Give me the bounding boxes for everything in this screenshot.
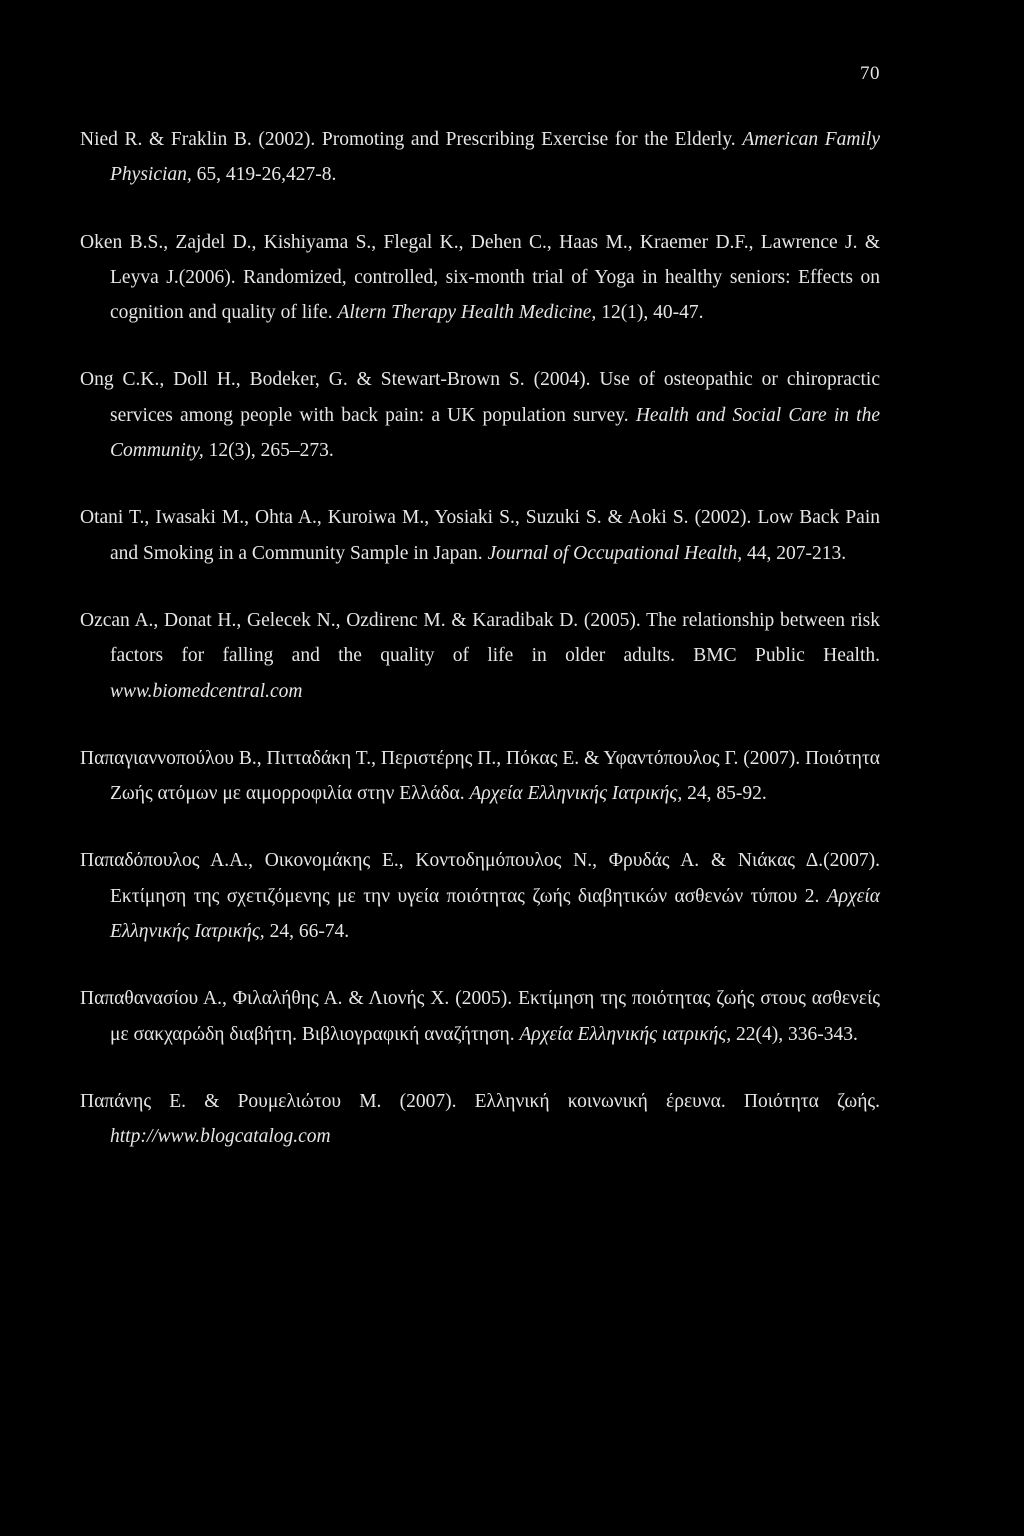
reference-item <box>80 362 880 468</box>
reference-source: Health and Social Care in the Community, <box>110 404 880 462</box>
reference-details: 44, 207-213. <box>742 542 847 564</box>
reference-details: 65, 419-26,427-8. <box>191 164 337 186</box>
reference-source: Journal of Occupational Health, <box>487 542 743 564</box>
reference-details: 12(3), 265–273. <box>203 440 334 462</box>
reference-item <box>80 741 880 812</box>
reference-details: 12(1), 40-47. <box>596 302 704 324</box>
reference-item <box>80 1084 880 1155</box>
reference-link[interactable]: www.biomedcentral.com <box>110 680 303 702</box>
reference-text: Otani T., Iwasaki M., Ohta A., Kuroiwa M., Yosiaki S., Suzuki S. & Aoki S. (2002). Low Back Pain and Smoking in a Community Sample in Japan. <box>80 507 880 564</box>
reference-text: Παπαθανασίου Α., Φιλαλήθης Α. & Λιονής Χ. (2005). Εκτίμηση της ποιότητας ζωής στους ασθενείς με σακχαρώδη διαβήτη. Βιβλιογραφική αναζήτηση. <box>80 988 880 1045</box>
reference-text: Παπαδόπουλος Α.Α., Οικονομάκης Ε., Κοντοδημόπουλος Ν., Φρυδάς Α. & Νιάκας Δ.(2007). Εκτίμηση της σχετιζόμενης με την υγεία ποιότητας ζωής διαβητικών ασθενών τύπου 2. <box>80 850 880 907</box>
reference-source: Αρχεία Ελληνικής Ιατρικής, <box>469 783 683 805</box>
reference-text: Oken B.S., Zajdel D., Kishiyama S., Flegal K., Dehen C., Haas M., Kraemer D.F., Lawrence J. & Leyva J.(2006). Randomized, controlled, six-month trial of Yoga in healthy seniors: Effects on cognition and quality of life. <box>80 231 880 324</box>
reference-details: 24, 66-74. <box>264 921 350 943</box>
reference-list <box>80 122 880 1155</box>
reference-item <box>80 843 880 949</box>
reference-text: Παπαγιαννοπούλου Β., Πιτταδάκη Τ., Περιστέρης Π., Πόκας Ε. & Υφαντόπουλος Γ. (2007). Ποιότητα Ζωής ατόμων με αιμορροφιλία στην Ελλάδα. <box>80 747 880 805</box>
reference-source: Αρχεία Ελληνικής Ιατρικής, <box>110 885 881 943</box>
reference-source: Altern Therapy Health Medicine, <box>337 302 597 324</box>
reference-text: Nied R. & Fraklin B. (2002). Promoting and Prescribing Exercise for the Elderly. <box>80 129 736 150</box>
page-number: 70 <box>860 63 880 84</box>
reference-details: 24, 85-92. <box>682 783 767 805</box>
reference-source: Αρχεία Ελληνικής ιατρικής, <box>519 1023 732 1045</box>
reference-text: Παπάνης Ε. & Ρουμελιώτου Μ. (2007). Ελληνική κοινωνική έρευνα. Ποιότητα ζωής. <box>80 1090 880 1112</box>
reference-details: 22(4), 336-343. <box>731 1023 858 1045</box>
reference-item <box>80 122 880 193</box>
reference-item <box>80 603 880 709</box>
reference-item <box>80 981 880 1052</box>
reference-source: American Family Physician, <box>110 129 881 186</box>
reference-text: Ong C.K., Doll H., Bodeker, G. & Stewart-Brown S. (2004). Use of osteopathic or chiropractic services among people with back pain: a UK population survey. <box>80 369 880 426</box>
reference-item <box>80 225 880 331</box>
reference-text: Ozcan A., Donat H., Gelecek N., Ozdirenc M. & Karadibak D. (2005). The relationship between risk factors for falling and the quality of life in older adults. BMC Public Health. <box>80 609 880 667</box>
reference-link[interactable]: http://www.blogcatalog.com <box>110 1126 331 1148</box>
reference-item <box>80 500 880 571</box>
